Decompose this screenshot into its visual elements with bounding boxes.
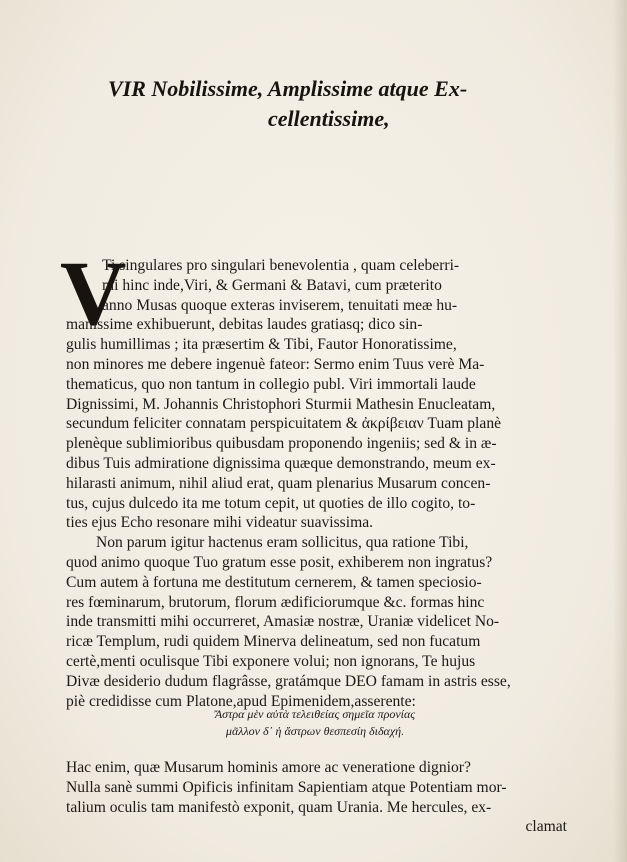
closing-line: talium oculis tam manifestò exponit, quam Urania. Me hercules, ex- xyxy=(66,798,492,816)
page-edge-shadow xyxy=(613,0,627,862)
paragraph1-line: dibus Tuis admiratione dignissima quæque demonstrando, meum ex- xyxy=(66,454,496,472)
paragraph1-line: thematicus, quo non tantum in collegio publ. Viri immortali laude xyxy=(66,375,476,393)
paragraph2-line: quod animo quoque Tuo gratum esse posit, exhiberem non ingratus? xyxy=(66,553,493,571)
paragraph1-line: hilarasti animum, nihil aliud erat, quam plenarius Musarum concen- xyxy=(66,474,491,492)
paragraph1-line: mi hinc inde,Viri, & Germani & Batavi, cum præterito xyxy=(102,276,442,294)
paragraph2-line: piè credidisse cum Platone,apud Epimenidem,asserente: xyxy=(66,692,416,710)
paragraph2-line: Divæ desiderio dudum flagrâsse, gratámque DEO famam in astris esse, xyxy=(66,672,511,690)
greek-quotation xyxy=(150,706,480,740)
salutation-heading xyxy=(108,74,528,134)
quote-line: Ἄστρα μὲν αὐτὰ τελειθείας σημεῖα προνίας xyxy=(214,707,416,721)
closing-paragraph xyxy=(66,758,569,817)
paragraph1-line: manissime exhibuerunt, debitas laudes gratiasq; dico sin- xyxy=(66,316,423,334)
closing-line: Hac enim, quæ Musarum hominis amore ac veneratione dignior? xyxy=(66,759,471,776)
paragraph1-line: Ti singulares pro singulari benevolentia , quam celeberri- xyxy=(102,257,460,274)
paragraph2-line: inde transmitti mihi occurreret, Amasiæ nostræ, Uraniæ videlicet No- xyxy=(66,613,500,631)
paragraph1-line: Dignissimi, M. Johannis Christophori Sturmii Mathesin Enucleatam, xyxy=(66,395,496,413)
letter-body xyxy=(66,256,569,711)
paragraph2-line: res fœminarum, brutorum, florum ædificiorumque &c. formas hinc xyxy=(66,593,485,611)
closing-line: Nulla sanè summi Opificis infinitam Sapientiam atque Potentiam mor- xyxy=(66,778,507,796)
paragraph1-line: plenèque sublimioribus quibusdam proponendo ingeniis; sed & in æ- xyxy=(66,435,497,453)
paragraph-1 xyxy=(66,256,569,533)
paragraph1-line: non minores me debere ingenuè fateor: Sermo enim Tuus verè Ma- xyxy=(66,355,485,373)
drop-cap: V xyxy=(60,242,127,344)
paragraph1-line: ties ejus Echo resonare mihi videatur suavissima. xyxy=(66,514,374,532)
paragraph2-line: certè,menti oculisque Tibi exponere volui; non ignorans, Te hujus xyxy=(66,652,476,670)
paragraph1-line: anno Musas quoque exteras inviserem, tenuitati meæ hu- xyxy=(102,296,458,314)
paragraph2-line: Cum autem à fortuna me destitutum cernerem, & tamen speciosio- xyxy=(66,573,482,591)
paragraph2-line: ricæ Templum, rudi quidem Minerva delineatum, sed non fucatum xyxy=(66,633,481,651)
paragraph2-line: Non parum igitur hactenus eram sollicitus, qua ratione Tibi, xyxy=(96,534,469,552)
catchword: clamat xyxy=(525,818,567,835)
paragraph1-line: gulis humillimas ; ita præsertim & Tibi, Fautor Honoratissime, xyxy=(66,336,457,354)
salutation-line-1: VIR Nobilissime, Amplissime atque Ex- xyxy=(108,76,468,101)
salutation-line-2: cellentissime, xyxy=(268,106,390,131)
paragraph-2 xyxy=(66,533,569,711)
quote-line: μᾶλλον δ᾽ ἡ ἄστρων θεσπεσίη διδαχή. xyxy=(225,724,405,738)
paragraph1-line: secundum feliciter connatam perspicuitatem & ἀκρίβειαν Tuam planè xyxy=(66,415,502,433)
paragraph1-line: tus, cujus dulcedo ita me totum cepit, ut quoties de illo cogito, to- xyxy=(66,494,476,512)
